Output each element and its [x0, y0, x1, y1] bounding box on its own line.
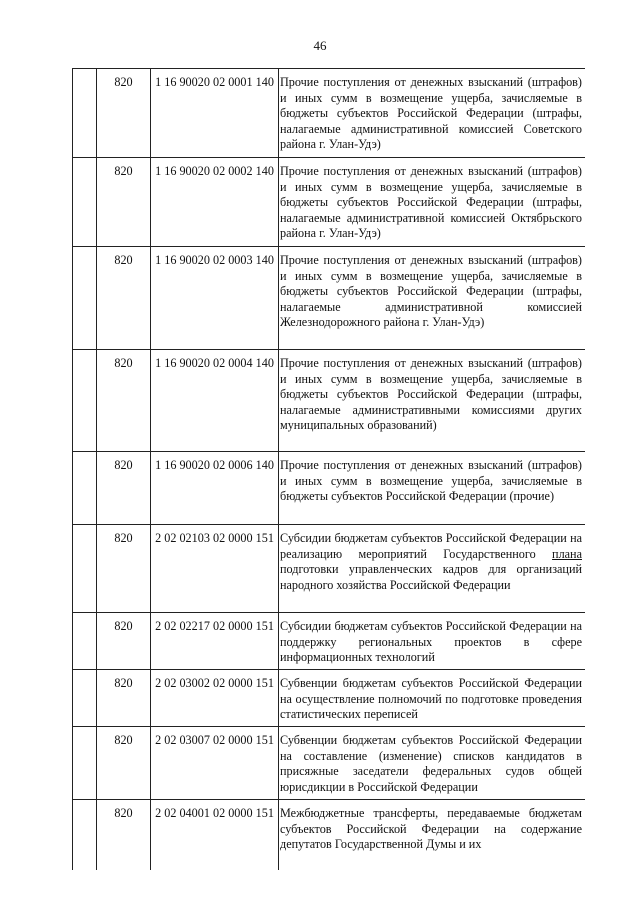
empty-column-cell: [73, 350, 97, 451]
description-cell: [279, 800, 585, 870]
description-cell: [279, 452, 585, 524]
description-cell: [279, 613, 585, 669]
budget-code-cell: 2 02 02217 02 0000 151: [151, 613, 279, 669]
table-row: [73, 525, 585, 613]
table-row: [73, 800, 585, 870]
empty-column-cell: [73, 452, 97, 524]
empty-column-cell: [73, 69, 97, 157]
description-cell: [279, 670, 585, 726]
table-row: [73, 613, 585, 670]
description-text: Субвенции бюджетам субъектов Российской Федерации на составление (изменение) списков кандидатов в присяжные заседатели федеральных судов общей юрисдикции в Российской Федерации: [280, 733, 582, 794]
table-row: [73, 452, 585, 525]
admin-code-cell: 820: [97, 247, 151, 349]
admin-code-cell: 820: [97, 670, 151, 726]
description-text: Прочие поступления от денежных взысканий (штрафов) и иных сумм в возмещение ущерба, зачисляемые в бюджеты субъектов Российской Федерации (штрафы, налагаемые административными комиссиями других муниципальных образований): [280, 356, 582, 433]
empty-column-cell: [73, 727, 97, 799]
empty-column-cell: [73, 613, 97, 669]
description-cell: [279, 350, 585, 451]
plan-link[interactable]: плана: [552, 546, 582, 561]
budget-code-cell: 1 16 90020 02 0004 140: [151, 350, 279, 451]
budget-code-cell: 2 02 02103 02 0000 151: [151, 525, 279, 612]
description-text-part: Субсидии бюджетам субъектов Российской Федерации на реализацию мероприятий Государственного: [280, 531, 582, 561]
description-text: Прочие поступления от денежных взысканий (штрафов) и иных сумм в возмещение ущерба, зачисляемые в бюджеты субъектов Российской Федерации (штрафы, налагаемые административной комиссией Железнодорожного района г. Улан-Удэ): [280, 253, 582, 330]
admin-code-cell: 820: [97, 452, 151, 524]
empty-column-cell: [73, 247, 97, 349]
description-text-part: подготовки управленческих кадров для организаций народного хозяйства Российской Федерации: [280, 562, 582, 592]
admin-code-cell: 820: [97, 613, 151, 669]
admin-code-cell: 820: [97, 350, 151, 451]
empty-column-cell: [73, 800, 97, 870]
budget-code-cell: 1 16 90020 02 0002 140: [151, 158, 279, 246]
admin-code-cell: 820: [97, 158, 151, 246]
budget-code-cell: 1 16 90020 02 0003 140: [151, 247, 279, 349]
table-row: [73, 158, 585, 247]
table-row: [73, 247, 585, 350]
description-cell: [279, 247, 585, 349]
description-text: Субсидии бюджетам субъектов Российской Федерации на поддержку региональных проектов в сфере информационных технологий: [280, 619, 582, 665]
admin-code-cell: 820: [97, 800, 151, 870]
admin-code-cell: 820: [97, 69, 151, 157]
admin-code-cell: 820: [97, 525, 151, 612]
description-text: Межбюджетные трансферты, передаваемые бюджетам субъектов Российской Федерации на содержание депутатов Государственной Думы и их: [280, 806, 582, 852]
empty-column-cell: [73, 158, 97, 246]
empty-column-cell: [73, 525, 97, 612]
budget-code-cell: 1 16 90020 02 0006 140: [151, 452, 279, 524]
budget-code-cell: 2 02 03002 02 0000 151: [151, 670, 279, 726]
description-cell: [279, 525, 585, 612]
admin-code-cell: 820: [97, 727, 151, 799]
budget-code-cell: 2 02 04001 02 0000 151: [151, 800, 279, 870]
table-row: [73, 727, 585, 800]
description-text: Прочие поступления от денежных взысканий (штрафов) и иных сумм в возмещение ущерба, зачисляемые в бюджеты субъектов Российской Федерации (штрафы, налагаемые административной комиссией Октябрьского района г. Улан-Удэ): [280, 164, 582, 241]
description-cell: [279, 727, 585, 799]
table-row: [73, 670, 585, 727]
description-text: Прочие поступления от денежных взысканий (штрафов) и иных сумм в возмещение ущерба, зачисляемые в бюджеты субъектов Российской Федерации (прочие): [280, 458, 582, 504]
revenue-codes-table: [72, 68, 585, 870]
budget-code-cell: 1 16 90020 02 0001 140: [151, 69, 279, 157]
description-text: Прочие поступления от денежных взысканий (штрафов) и иных сумм в возмещение ущерба, зачисляемые в бюджеты субъектов Российской Федерации (штрафы, налагаемые административной комиссией Советского района г. Улан-Удэ): [280, 75, 582, 152]
table-row: [73, 350, 585, 452]
description-cell: [279, 69, 585, 157]
description-text: Субвенции бюджетам субъектов Российской Федерации на осуществление полномочий по подготовке проведения статистических переписей: [280, 676, 582, 722]
empty-column-cell: [73, 670, 97, 726]
description-cell: [279, 158, 585, 246]
description-text: [280, 531, 582, 593]
page-number: 46: [313, 38, 327, 53]
table-row: [73, 68, 585, 158]
budget-code-cell: 2 02 03007 02 0000 151: [151, 727, 279, 799]
